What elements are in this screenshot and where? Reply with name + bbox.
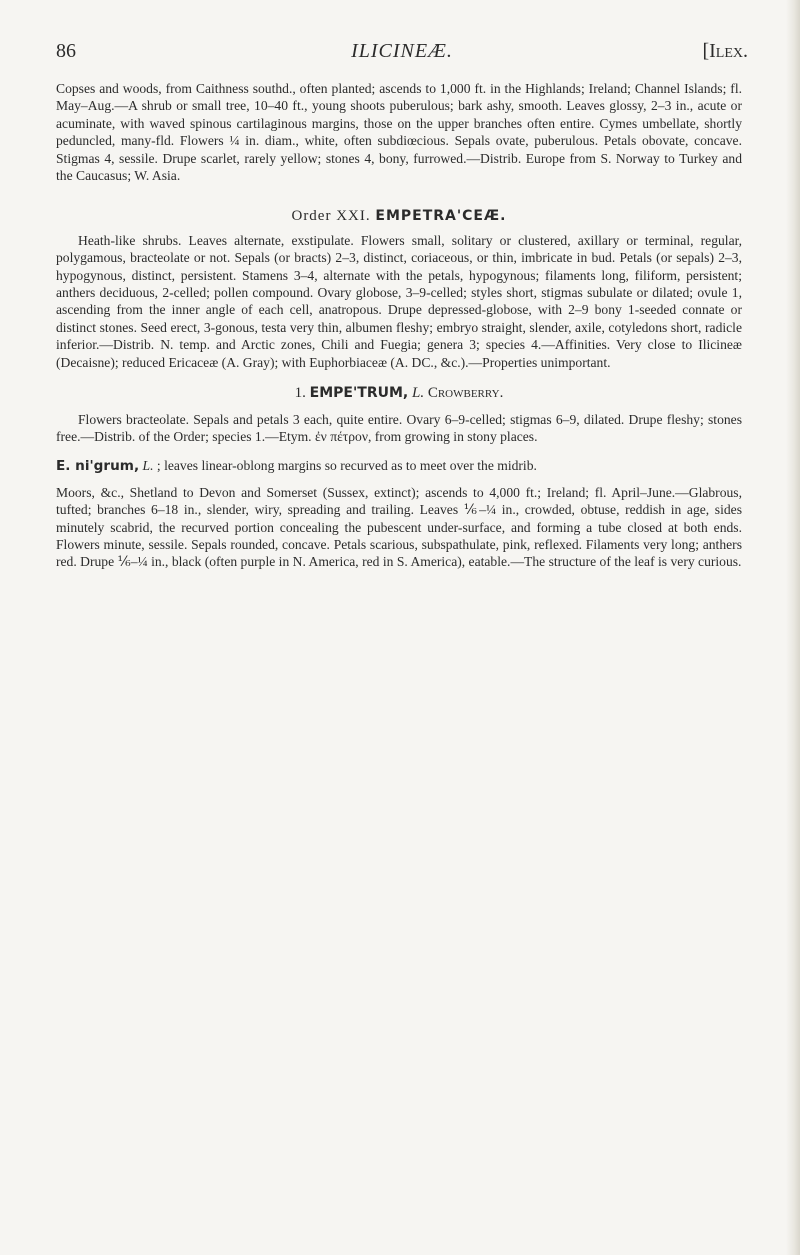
order-description: Heath-like shrubs. Leaves alternate, exstipulate. Flowers small, solitary or clustered, axillary or terminal, regular, polygamous, bracteolate or not. Sepals (or bracts) 2–3, distinct, coriaceous, or thin, imbricate in bud. Petals (or sepals) 2–3, hypogynous, distinct, persistent. Stamens 3–4, alternate with the petals, hypogynous; filaments long, filiform, persistent; anthers deciduous, 2-celled; pollen compound. Ovary globose, 3–9-celled; styles short, stigmas subulate or dilated; ovule 1, ascending from the inner angle of each cell, anatropous. Drupe depressed-globose, with 2–9 bony 1-seeded connate or distinct stones. Seed erect, 3-gonous, testa very thin, albumen fleshy; embryo straight, slender, axile, cotyledons short, radicle inferior.—Distrib. N. temp. and Arctic zones, Chili and Fuegia; genera 3; species 4.—Affinities. Very close to Ilicineæ (Decaisne); reduced Ericaceæ (A. Gray); with Euphorbiaceæ (A. DC., &c.).—Properties unimportant. [56, 232, 742, 370]
running-title: ILICINEÆ. [351, 40, 453, 62]
genus-description: Flowers bracteolate. Sepals and petals 3 each, quite entire. Ovary 6–9-celled; stigmas 6–9, dilated. Drupe fleshy; stones free.—Distrib. of the Order; species 1.—Etym. ἐν πέτρον, from growing in stony places. [56, 411, 742, 444]
order-label: Order XXI. [291, 208, 371, 225]
ilex-continuation-paragraph: Copses and woods, from Caithness southd., often planted; ascends to 1,000 ft. in the Highlands; Ireland; Channel Islands; fl. May–Aug.—A shrub or small tree, 10–40 ft., young shoots puberulous; bark ashy, smooth. Leaves glossy, 2–3 in., acute or acuminate, with waved spinous cartilaginous margins, those on the upper branches often entire. Cymes umbellate, shortly peduncled, many-fld. Flowers ¼ in. diam., white, often subdiœcious. Sepals ovate, puberulous. Petals obovate, concave. Stigmas 4, sessile. Drupe scarlet, rarely yellow; stones 4, bony, furrowed.—Distrib. Europe from S. Norway to Turkey and the Caucasus; W. Asia. [56, 81, 742, 184]
page-body [56, 80, 742, 571]
genus-common-name: Crowberry. [427, 385, 504, 402]
species-habitat-paragraph: Moors, &c., Shetland to Devon and Somerset (Sussex, extinct); ascends to 4,000 ft.; Ireland; fl. April–June.—Glabrous, tufted; branches 6–18 in., slender, wiry, spreading and trailing. Leaves ⅙–¼ in., crowded, obtuse, reddish in age, sides minutely scabrid, the recurved portion concealing the pubescent under-surface, and forming a tube closed at both ends. Flowers minute, sessile. Sepals rounded, concave. Petals scarious, subspathulate, pink, reflexed. Filaments very long; anthers red. Drupe ⅙–¼ in., black (often purple in N. America, red in S. America), eatable.—The structure of the leaf is very curious. [56, 484, 742, 570]
genus-name: EMPE'TRUM, [309, 385, 409, 402]
genus-number: 1. [294, 385, 306, 402]
section-name: [Ilex. [702, 40, 748, 62]
order-name: EMPETRA'CEÆ. [375, 208, 507, 225]
page-header [56, 40, 748, 62]
species-heading [56, 457, 742, 475]
order-heading [56, 208, 742, 225]
genus-authority: L. [411, 385, 425, 402]
species-name: E. ni'grum, [56, 458, 140, 475]
page-number: 86 [56, 40, 76, 62]
species-authority: L. [142, 458, 154, 474]
genus-heading [56, 385, 742, 402]
spacer [56, 476, 742, 484]
species-short-description: ; leaves linear-oblong margins so recurved as to meet over the midrib. [156, 458, 537, 474]
page-gutter-shadow [786, 0, 800, 1255]
